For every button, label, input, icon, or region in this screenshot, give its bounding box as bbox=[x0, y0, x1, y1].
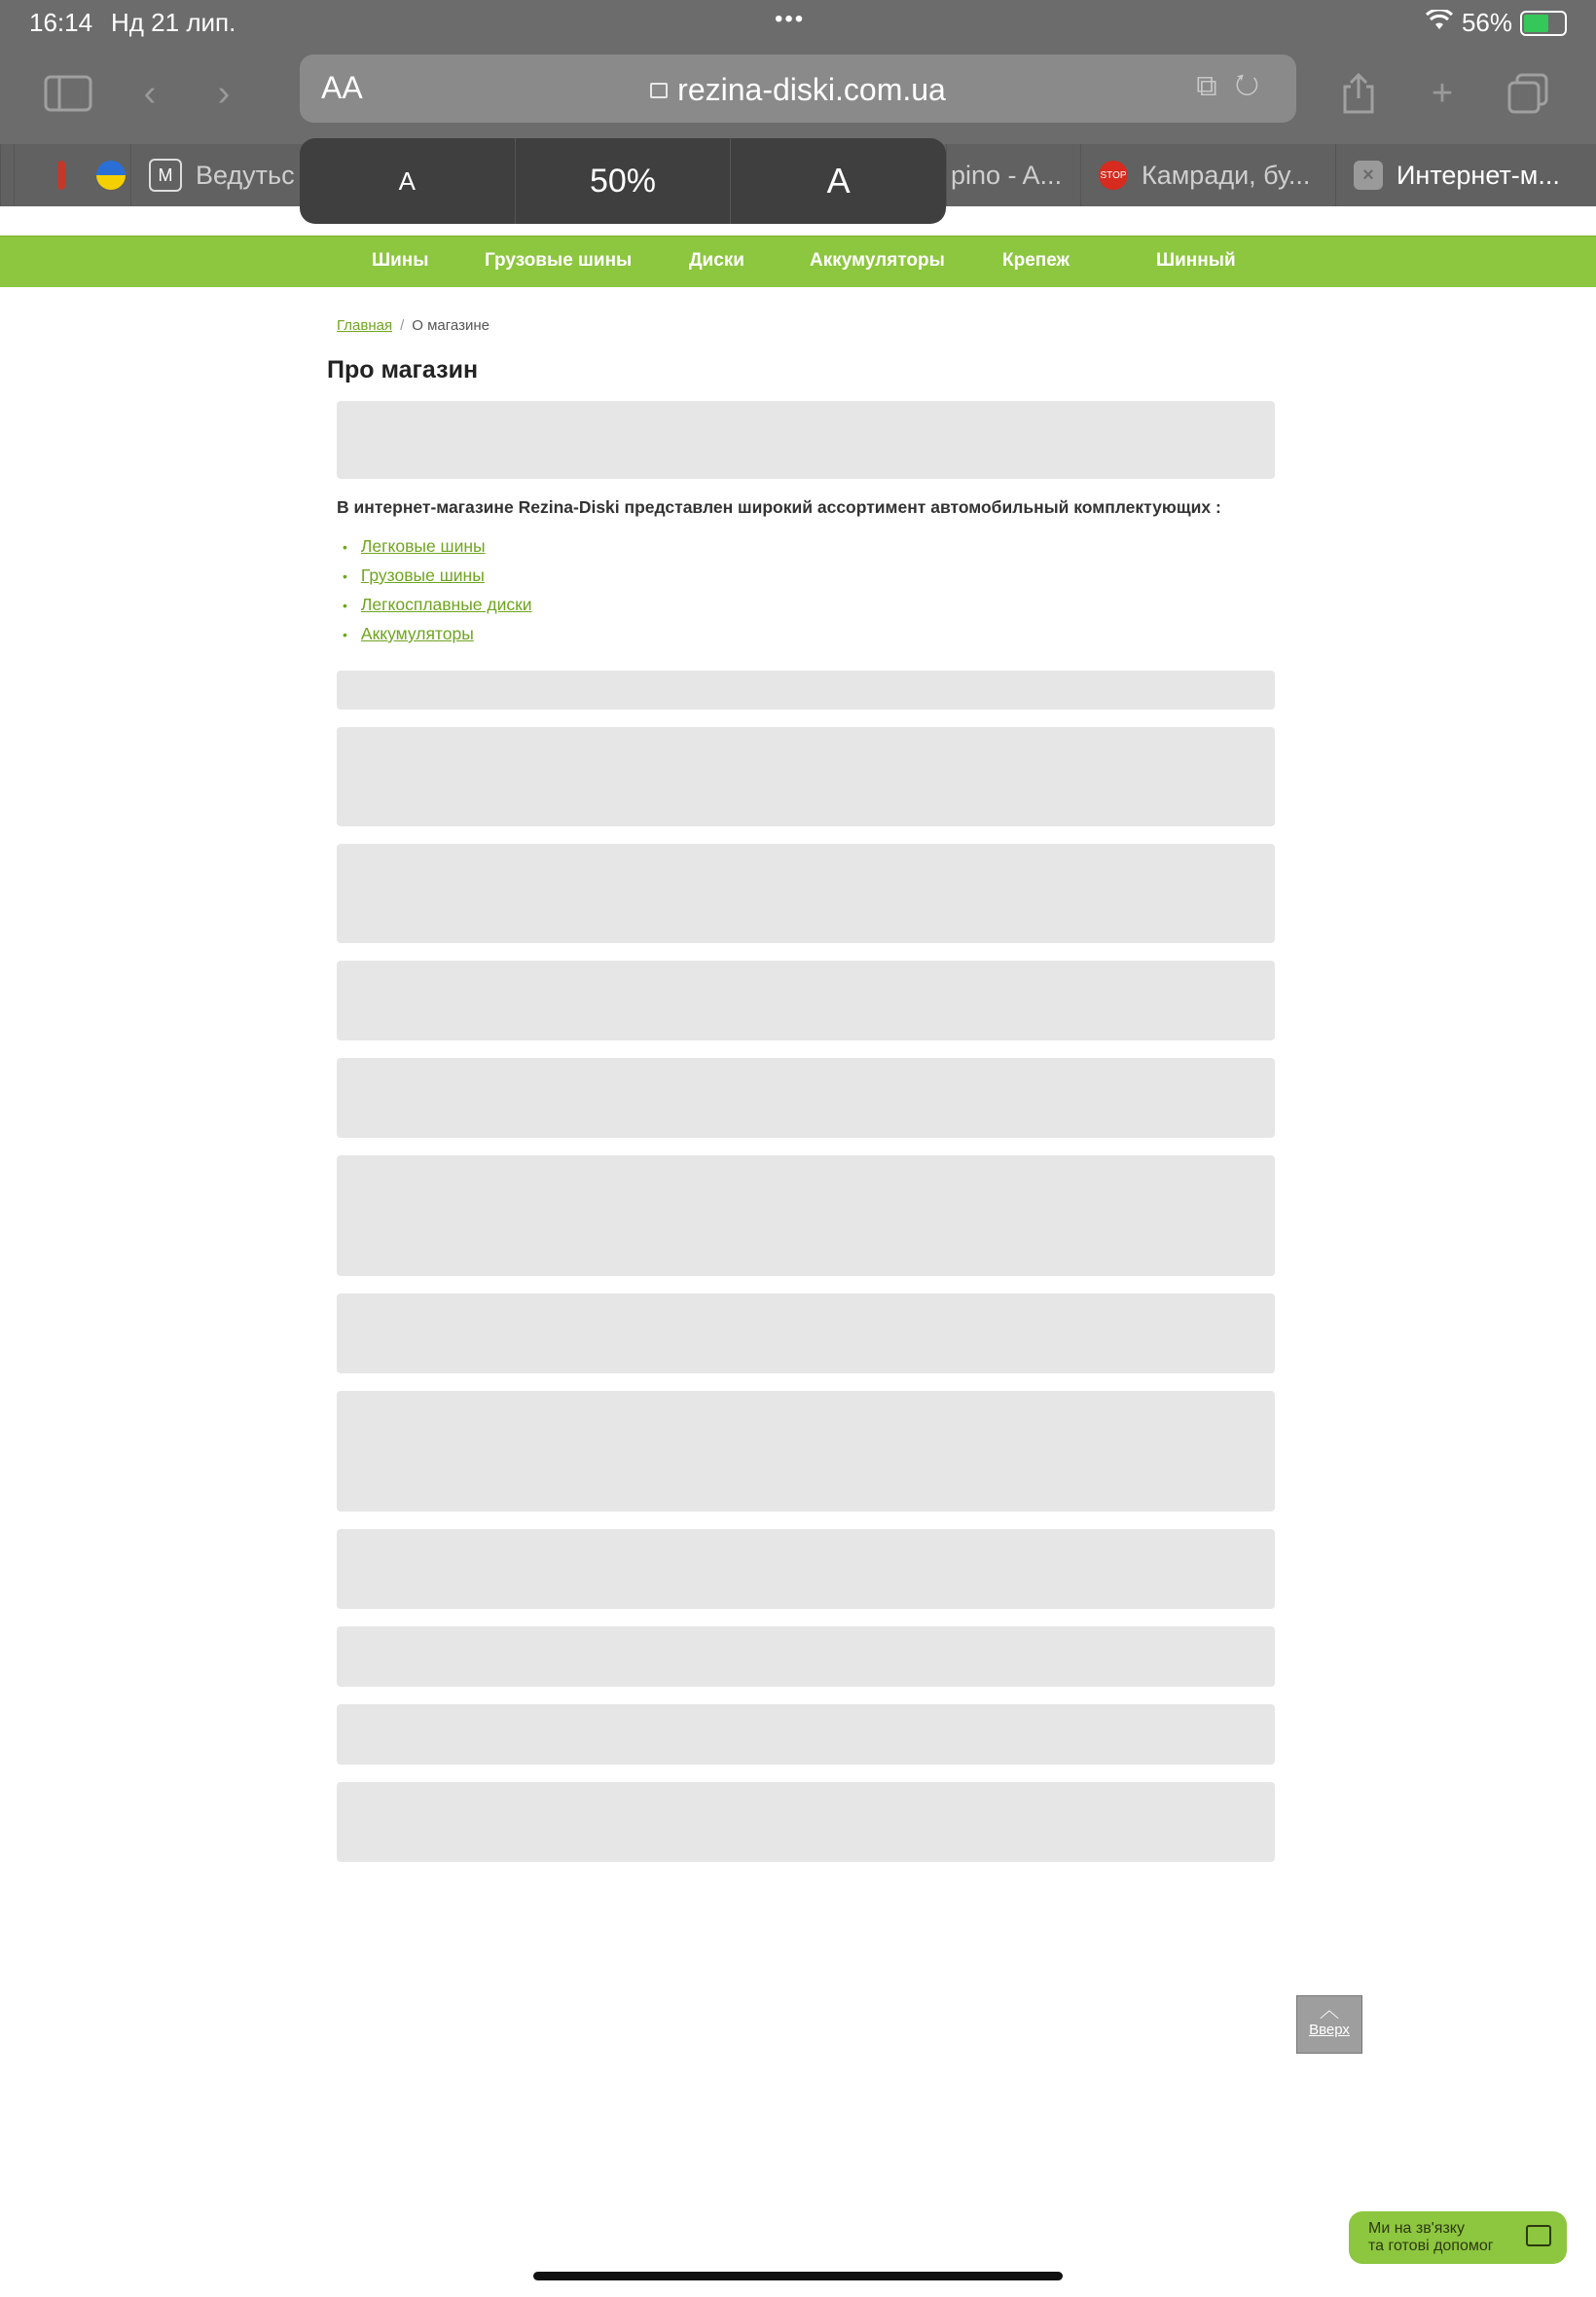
link-passenger-tires[interactable]: Легковые шины bbox=[360, 536, 486, 556]
paragraph-placeholder bbox=[337, 1704, 1275, 1765]
paragraph-placeholder bbox=[337, 1058, 1275, 1138]
battery-percent: 56% bbox=[1461, 8, 1512, 37]
wifi-icon bbox=[1425, 8, 1454, 38]
back-to-top-button[interactable] bbox=[1296, 1995, 1362, 2054]
paragraph-placeholder bbox=[337, 1391, 1275, 1512]
paragraph-placeholder bbox=[337, 844, 1275, 943]
nav-item-fasteners[interactable]: Крепеж bbox=[1002, 250, 1070, 271]
chat-bubble-icon bbox=[1526, 2225, 1551, 2246]
list-item bbox=[343, 562, 1275, 591]
tab-favicon[interactable] bbox=[14, 144, 131, 206]
reload-icon[interactable]: ↻ bbox=[1234, 70, 1277, 102]
page-title: Про магазин bbox=[327, 356, 479, 383]
back-icon[interactable]: ‹ bbox=[143, 72, 157, 114]
article-body bbox=[337, 401, 1275, 1879]
translate-icon[interactable]: ⧉ bbox=[1196, 70, 1235, 102]
paragraph-placeholder bbox=[337, 1626, 1275, 1687]
range-heading: В интернет-магазине Rezina-Diski представлен широкий ассортимент автомобильный комплектующих : bbox=[337, 497, 1221, 517]
close-tab-icon[interactable]: × bbox=[1354, 161, 1383, 190]
breadcrumb-current: О магазине bbox=[412, 317, 490, 334]
share-icon[interactable] bbox=[1329, 64, 1388, 123]
breadcrumb-home-link[interactable]: Главная bbox=[337, 317, 393, 334]
tab-1[interactable] bbox=[130, 144, 303, 206]
page-zoom-popover bbox=[300, 138, 946, 224]
tab-2-label: pino - A... bbox=[951, 160, 1063, 190]
paragraph-placeholder bbox=[337, 671, 1275, 710]
status-bar bbox=[0, 0, 1596, 45]
home-indicator[interactable] bbox=[533, 2272, 1063, 2280]
battery-icon bbox=[1520, 11, 1567, 36]
nav-item-tire-calculator[interactable]: Шинный bbox=[1156, 250, 1236, 271]
tab-2[interactable] bbox=[946, 144, 1081, 206]
tabs-overview-icon[interactable] bbox=[1499, 64, 1557, 123]
tab-4-active[interactable] bbox=[1335, 144, 1596, 206]
link-alloy-wheels[interactable]: Легкосплавные диски bbox=[360, 595, 532, 614]
nav-item-tires[interactable]: Шины bbox=[372, 250, 429, 271]
paragraph-placeholder bbox=[337, 1782, 1275, 1862]
chat-widget-text bbox=[1368, 2220, 1494, 2255]
paragraph-placeholder bbox=[337, 1155, 1275, 1276]
status-time: 16:14 bbox=[29, 8, 93, 37]
chat-widget-button[interactable] bbox=[1349, 2211, 1567, 2264]
paragraph-placeholder bbox=[337, 961, 1275, 1040]
bullet-icon: • bbox=[343, 598, 347, 613]
lock-icon bbox=[650, 83, 668, 98]
chat-line-1: Ми на зв'язку bbox=[1368, 2220, 1465, 2237]
tab-3-label: Камради, бу... bbox=[1142, 160, 1311, 190]
chevron-up-icon: ︿ bbox=[1320, 2000, 1339, 2022]
paragraph-placeholder bbox=[337, 727, 1275, 826]
breadcrumb-separator: / bbox=[400, 317, 405, 334]
tab-4-label: Интернет-м... bbox=[1396, 160, 1560, 190]
tab-edge[interactable] bbox=[0, 144, 15, 206]
bullet-icon: • bbox=[343, 627, 347, 642]
sidebar-icon[interactable] bbox=[39, 64, 97, 123]
zoom-level-button[interactable]: 50% bbox=[516, 138, 732, 224]
url-text: rezina-diski.com.ua bbox=[677, 72, 946, 107]
text-size-button[interactable]: AA bbox=[321, 70, 363, 105]
address-bar[interactable] bbox=[300, 55, 1296, 123]
site-nav bbox=[0, 236, 1596, 287]
paragraph-placeholder bbox=[337, 1294, 1275, 1373]
main-content bbox=[327, 317, 1275, 643]
list-item bbox=[343, 620, 1275, 649]
link-batteries[interactable]: Аккумуляторы bbox=[360, 624, 474, 643]
paragraph-placeholder bbox=[337, 401, 1275, 479]
status-date: Нд 21 лип. bbox=[111, 8, 236, 37]
chat-line-2: та готові допомог bbox=[1368, 2238, 1494, 2254]
bullet-icon: • bbox=[343, 568, 347, 584]
ukraine-flag-icon bbox=[96, 161, 126, 190]
breadcrumb bbox=[337, 317, 1275, 334]
address-bar-actions bbox=[1196, 70, 1277, 103]
zoom-out-button[interactable]: A bbox=[300, 138, 516, 224]
new-tab-icon[interactable]: + bbox=[1431, 72, 1454, 114]
url-field[interactable] bbox=[300, 72, 1296, 108]
list-item bbox=[343, 532, 1275, 562]
favicon-m-icon: M bbox=[149, 159, 182, 192]
link-truck-tires[interactable]: Грузовые шины bbox=[360, 565, 485, 585]
paragraph-placeholder bbox=[337, 1529, 1275, 1609]
multitask-dots[interactable]: ••• bbox=[775, 6, 806, 32]
zoom-in-button[interactable]: A bbox=[826, 161, 851, 201]
back-to-top-label: Вверх bbox=[1309, 2022, 1350, 2038]
nav-item-truck-tires[interactable]: Грузовые шины bbox=[485, 250, 633, 271]
nav-item-wheels[interactable]: Диски bbox=[689, 250, 744, 271]
forward-icon[interactable]: › bbox=[217, 72, 231, 114]
favicon-red bbox=[57, 161, 65, 190]
nav-item-batteries[interactable]: Аккумуляторы bbox=[810, 250, 945, 271]
status-right bbox=[1425, 8, 1567, 38]
range-list bbox=[343, 532, 1275, 649]
tab-1-label: Ведутьс bbox=[196, 160, 295, 190]
list-item bbox=[343, 591, 1275, 620]
bullet-icon: • bbox=[343, 539, 347, 555]
tab-3[interactable] bbox=[1080, 144, 1336, 206]
stop-sign-icon: STOP bbox=[1099, 161, 1128, 190]
